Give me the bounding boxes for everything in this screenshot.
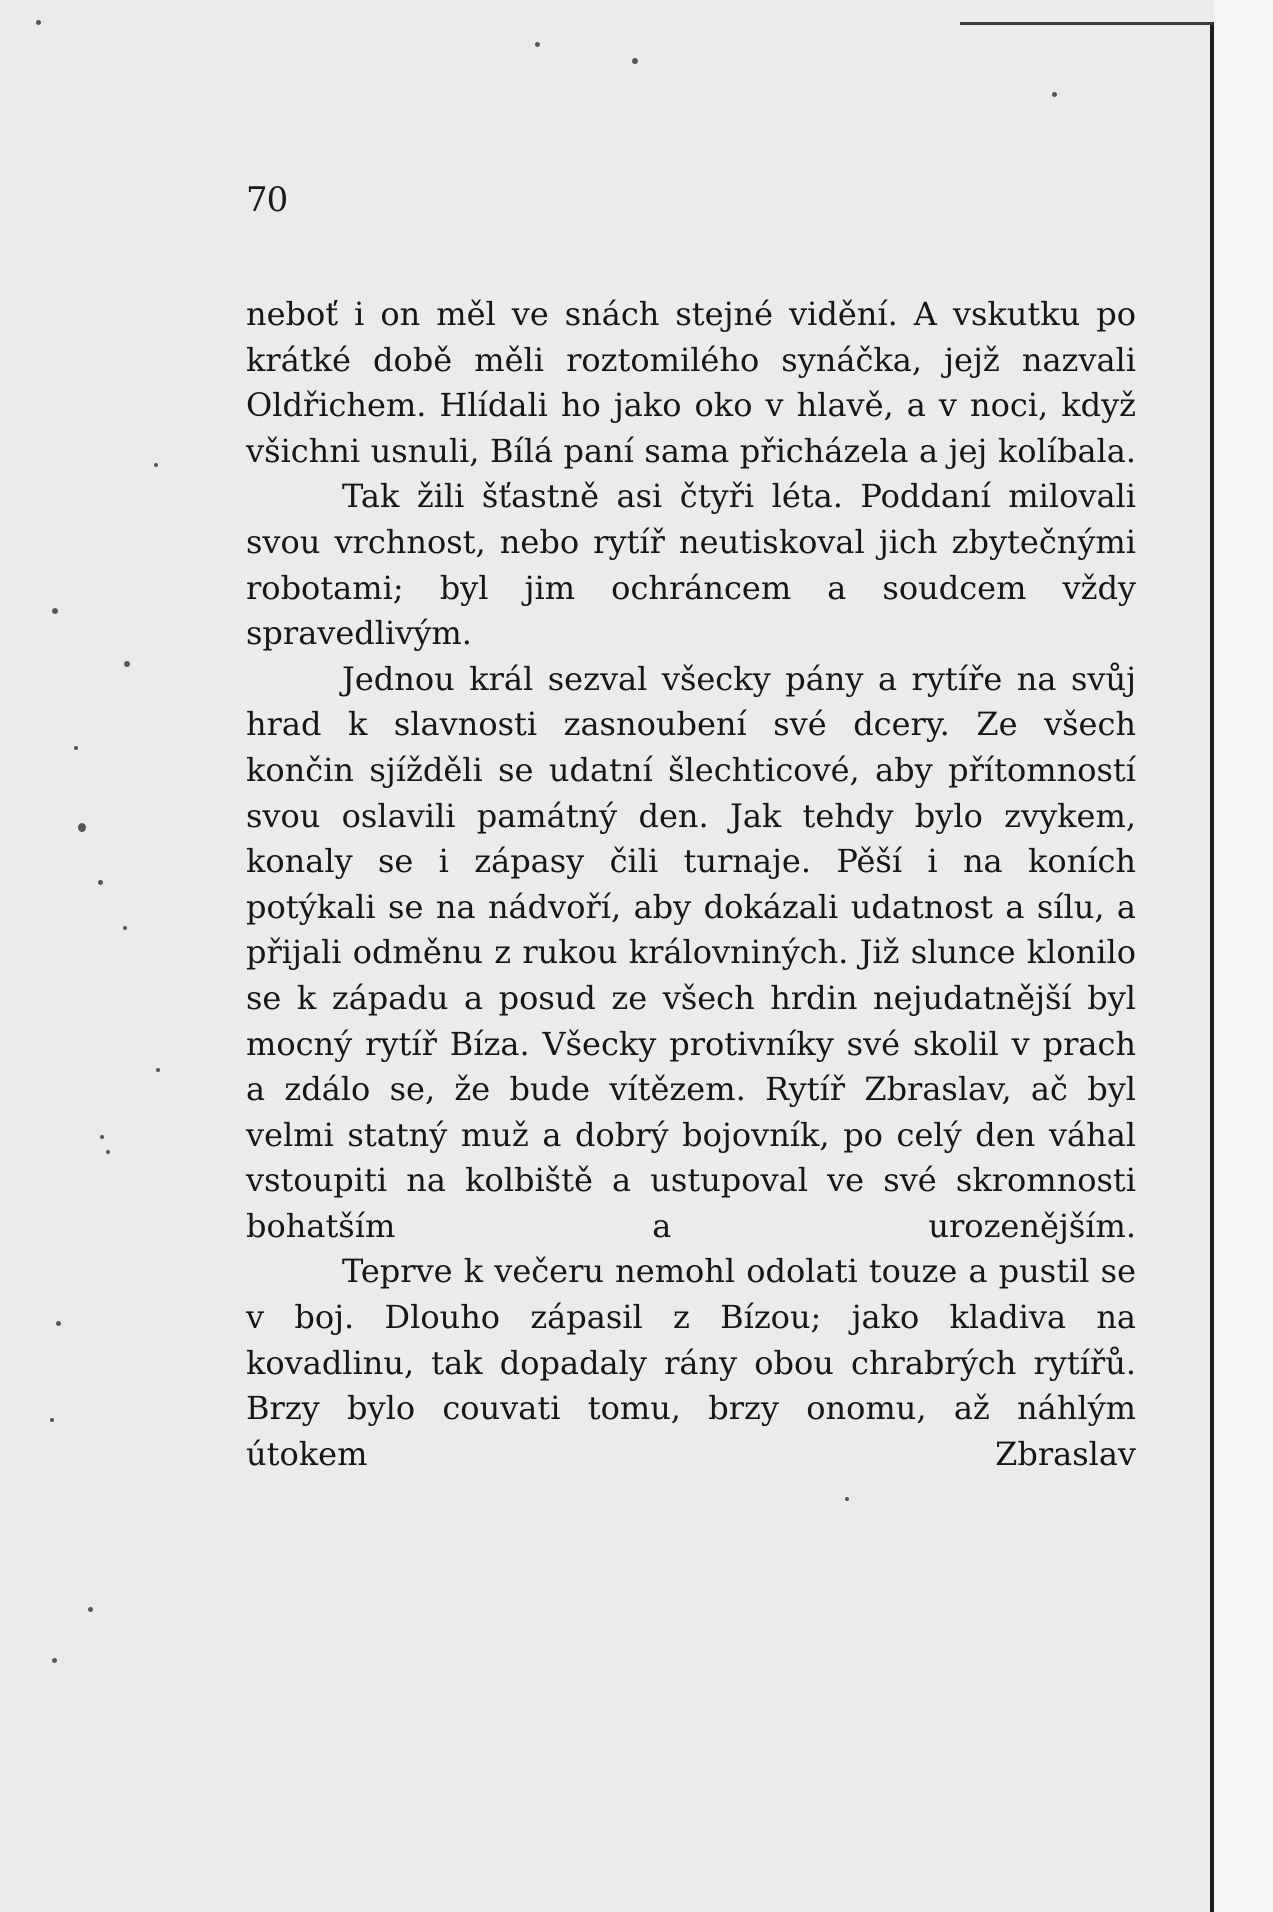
speck [154, 463, 158, 467]
speck [123, 926, 127, 930]
scanner-margin [1214, 0, 1273, 1912]
speck [535, 42, 540, 47]
speck [78, 823, 86, 832]
paragraph: Teprve k večeru nemohl odolati touze a pustil se v boj. Dlouho zápasil z Bízou; jako kladiva na kovadlinu, tak dopadaly rány obou chrabrých rytířů. Brzy bylo couvati tomu, brzy onomu, až náhlým útokem Zbraslav [246, 1252, 1136, 1473]
speck [156, 1068, 160, 1072]
page-number: 70 [246, 180, 288, 220]
speck [36, 20, 41, 25]
speck [52, 1658, 57, 1663]
speck [52, 608, 58, 614]
paragraph: neboť i on měl ve snách stejné vidění. A vskutku po krátké době měli roztomilého synáčka, jejž nazvali Oldřichem. Hlídali ho jako oko v hlavě, a v noci, když všichni usnuli, Bílá paní sama přicházela a jej kolíbala. [246, 295, 1136, 470]
speck [88, 1607, 93, 1612]
page-edge-top [960, 22, 1213, 25]
speck [56, 1321, 61, 1326]
speck [74, 746, 78, 750]
speck [124, 661, 130, 667]
paragraph: Tak žili šťastně asi čtyři léta. Poddaní milovali svou vrchnost, nebo rytíř neutiskoval jich zbytečnými robotami; byl jim ochráncem a soudcem vždy spravedlivým. [246, 477, 1136, 653]
speck [100, 1135, 104, 1139]
body-text [246, 292, 1136, 1477]
speck [632, 58, 638, 64]
speck [50, 1418, 54, 1422]
speck [1052, 92, 1057, 97]
speck [845, 1497, 849, 1501]
page-edge-right [1210, 22, 1214, 1912]
paragraph: Jednou král sezval všecky pány a rytíře na svůj hrad k slavnosti zasnoubení své dcery. Ze všech končin sjížděli se udatní šlechticové, aby přítomností svou oslavili památný den. Jak tehdy bylo zvykem, konaly se i zápasy čili turnaje. Pěší i na koních potýkali se na nádvoří, aby dokázali udatnost a sílu, a přijali odměnu z rukou královniných. Již slunce klonilo se k západu a posud ze všech hrdin nejudatnější byl mocný rytíř Bíza. Všecky protivníky své skolil v prach a zdálo se, že bude vítězem. Rytíř Zbraslav, ač byl velmi statný muž a dobrý bojovník, po celý den váhal vstoupiti na kolbiště a ustupoval ve své skromnosti bohatším a urozenějším. [246, 659, 1136, 1245]
speck [98, 880, 103, 885]
speck [106, 1150, 110, 1154]
